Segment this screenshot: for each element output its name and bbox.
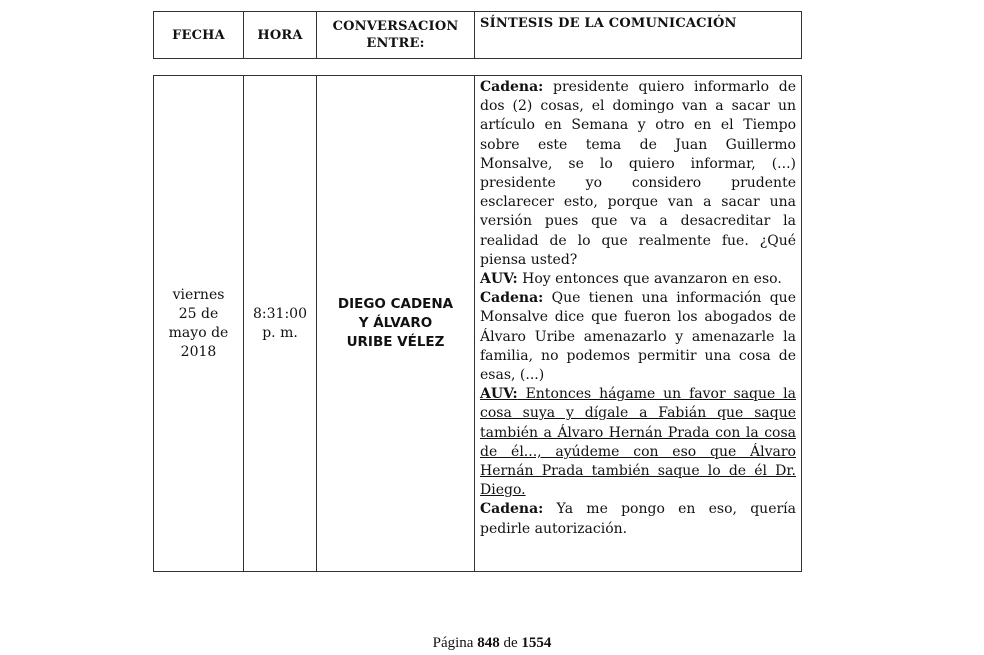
record-table (153, 75, 802, 572)
header-conversacion: CONVERSACION ENTRE: (317, 12, 475, 59)
header-fecha: FECHA (154, 12, 244, 59)
header-hora: HORA (244, 12, 317, 59)
turn-5: Cadena: Ya me pongo en eso, quería pedirle autorización. (480, 501, 796, 537)
page-number: 848 (477, 635, 500, 651)
cell-fecha: viernes 25 de mayo de 2018 (154, 76, 244, 572)
cell-sintesis (475, 76, 802, 572)
turn-1: Cadena: presidente quiero informarlo de dos (2) cosas, el domingo van a sacar un artículo en Semana y otro en el Tiempo sobre este tema de Juan Guillermo Monsalve, se lo quiero informar, (...) presidente yo considero prudente esclarecer esto, porque van a sacar una versión pues que va a desacreditar la realidad de lo que realmente fue. ¿Qué piensa usted? (480, 79, 796, 268)
page-footer: Página 848 de 1554 (432, 635, 552, 651)
header-sintesis: SÍNTESIS DE LA COMUNICACIÓN (475, 12, 802, 59)
cell-hora: 8:31:00 p. m. (244, 76, 317, 572)
table-row (154, 76, 802, 572)
cell-conversacion: DIEGO CADENA Y ÁLVARO URIBE VÉLEZ (317, 76, 475, 572)
turn-3: Cadena: Que tienen una información que Monsalve dice que fueron los abogados de Álvaro Uribe amenazarlo y amenazarle la familia, no podemos permitir una cosa de esas, (...) (480, 290, 796, 384)
page-total: 1554 (521, 635, 552, 651)
header-table (153, 11, 802, 59)
turn-4-underlined: AUV: Entonces hágame un favor saque la cosa suya y dígale a Fabián que saque también a Álvaro Hernán Prada con la cosa de él..., ayúdeme con eso que Álvaro Hernán Prada también saque lo de él Dr. Diego. (480, 386, 796, 499)
turn-2: AUV: Hoy entonces que avanzaron en eso. (480, 271, 782, 288)
